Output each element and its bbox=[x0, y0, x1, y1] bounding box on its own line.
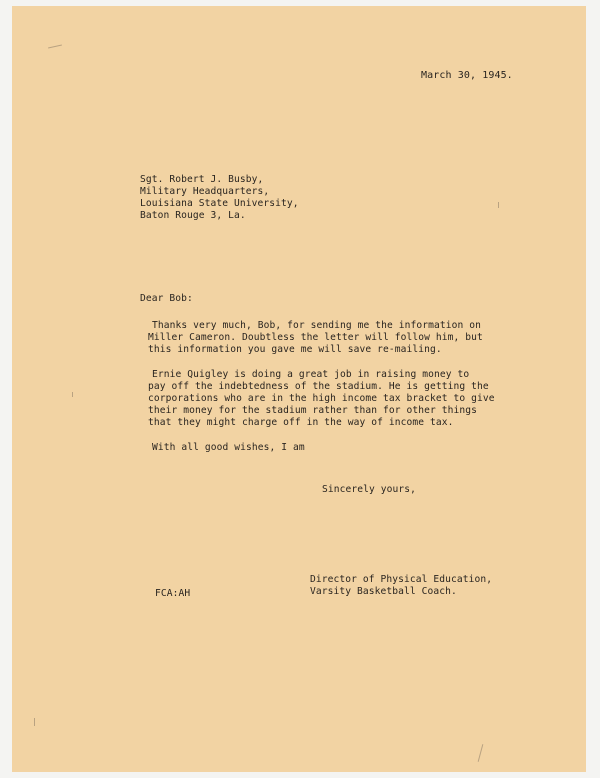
address-line-office: Military Headquarters, bbox=[140, 186, 270, 197]
paragraph-1-line-2: Miller Cameron. Doubtless the letter will follow him, but bbox=[148, 332, 483, 343]
letter-date: March 30, 1945. bbox=[421, 70, 513, 81]
paper-speck bbox=[498, 202, 499, 208]
salutation: Dear Bob: bbox=[140, 293, 193, 304]
typist-initials: FCA:AH bbox=[155, 588, 191, 599]
address-line-city: Baton Rouge 3, La. bbox=[140, 210, 246, 221]
letter-page bbox=[12, 6, 586, 772]
signature-title-line-1: Director of Physical Education, bbox=[310, 574, 493, 585]
paragraph-2-line-5: that they might charge off in the way of income tax. bbox=[148, 417, 454, 428]
signature-title-line-2: Varsity Basketball Coach. bbox=[310, 586, 457, 597]
paragraph-2-line-2: pay off the indebtedness of the stadium. He is getting the bbox=[148, 381, 489, 392]
paper-speck bbox=[48, 45, 62, 49]
paragraph-2-line-3: corporations who are in the high income tax bracket to give bbox=[148, 393, 495, 404]
paragraph-2-line-4: their money for the stadium rather than for other things bbox=[148, 405, 478, 416]
paragraph-1-line-3: this information you gave me will save re-mailing. bbox=[148, 344, 442, 355]
paper-speck bbox=[478, 744, 484, 762]
closing: Sincerely yours, bbox=[322, 484, 417, 495]
paper-speck bbox=[34, 718, 35, 726]
address-line-institution: Louisiana State University, bbox=[140, 198, 299, 209]
address-line-name: Sgt. Robert J. Busby, bbox=[140, 174, 264, 185]
paragraph-2-line-1: Ernie Quigley is doing a great job in raising money to bbox=[152, 369, 470, 380]
paper-speck bbox=[72, 392, 73, 397]
paragraph-1-line-1: Thanks very much, Bob, for sending me the information on bbox=[152, 320, 482, 331]
paragraph-3: With all good wishes, I am bbox=[152, 442, 305, 453]
